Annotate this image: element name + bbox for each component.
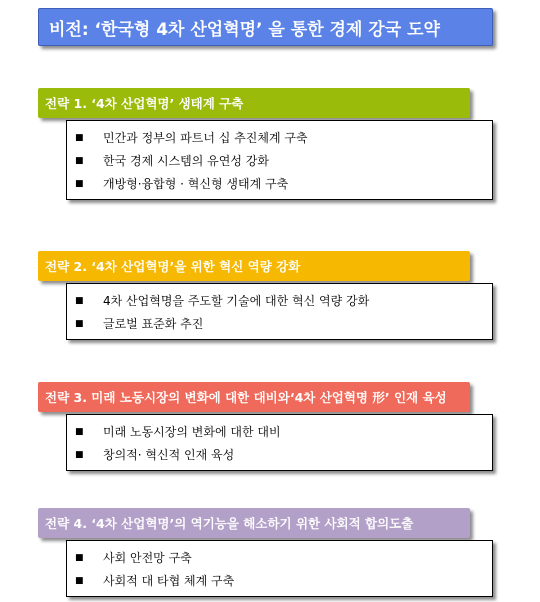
item-text: 사회 안전망 구축 [103,551,192,565]
strategy-3-items [66,414,493,471]
strategy-3-header [38,382,470,412]
bullet-icon: ■ [75,155,84,166]
strategy-1-header [38,88,470,118]
bullet-icon: ■ [75,552,84,563]
strategy-2-header [38,251,470,281]
list-item [67,569,492,592]
list-item [67,420,492,443]
bullet-icon: ■ [75,295,84,306]
bullet-icon: ■ [75,318,84,329]
item-text: 한국 경제 시스템의 유연성 강화 [103,154,269,168]
strategy-4-title: 전략 4. ‘4차 산업혁명’의 역기능을 해소하기 위한 사회적 합의도출 [45,516,414,531]
strategy-1-title: 전략 1. ‘4차 산업혁명’ 생태계 구축 [45,96,244,111]
strategy-4 [38,508,493,588]
strategy-3 [38,382,493,462]
bullet-icon: ■ [75,132,84,143]
strategy-2-items [66,283,493,340]
item-text: 글로벌 표준화 추진 [103,317,204,331]
item-text: 민간과 정부의 파트너 십 추진체계 구축 [103,131,308,145]
item-text: 개방형·융합형 · 혁신형 생태계 구축 [103,177,289,191]
strategy-2 [38,251,493,331]
strategy-4-items [66,540,493,597]
list-item [67,172,492,195]
vision-banner [38,8,493,46]
item-text: 사회적 대 타협 체계 구축 [103,574,235,588]
strategy-4-header [38,508,470,538]
strategy-3-title: 전략 3. 미래 노동시장의 변화에 대한 대비와‘4차 산업혁명 形’ 인재 육성 [45,390,447,405]
strategy-1 [38,88,493,191]
bullet-icon: ■ [75,449,84,460]
bullet-icon: ■ [75,178,84,189]
list-item [67,312,492,335]
vision-title: 비전: ‘한국형 4차 산업혁명’ 을 통한 경제 강국 도약 [49,19,440,40]
list-item [67,443,492,466]
strategy-1-items [66,120,493,200]
strategy-2-title: 전략 2. ‘4차 산업혁명’을 위한 혁신 역량 강화 [45,259,301,274]
item-text: 4차 산업혁명을 주도할 기술에 대한 혁신 역량 강화 [103,294,370,308]
item-text: 미래 노동시장의 변화에 대한 대비 [103,425,281,439]
item-text: 창의적· 혁신적 인재 육성 [103,448,235,462]
bullet-icon: ■ [75,426,84,437]
list-item [67,149,492,172]
list-item [67,546,492,569]
bullet-icon: ■ [75,575,84,586]
list-item [67,126,492,149]
list-item [67,289,492,312]
